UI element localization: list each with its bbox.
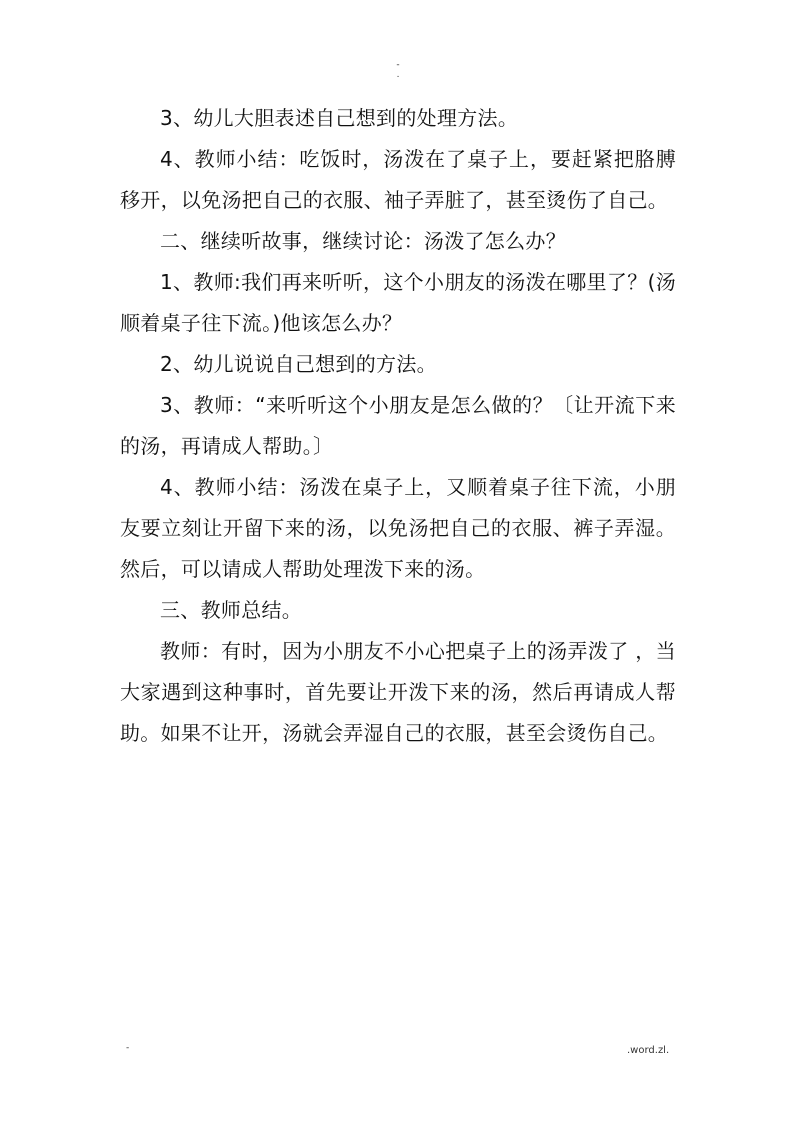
header-mark-text: - . [396,60,400,80]
document-body [120,98,676,754]
paragraph: 1、教师:我们再来听听，这个小朋友的汤泼在哪里了？(汤顺着桌子往下流。)他该怎么办？ [120,270,676,335]
paragraph: 3、幼儿大胆表述自己想到的处理方法。 [160,106,519,130]
footer-right-text: .word.zl. [627,1045,670,1056]
header-mark [390,60,406,80]
paragraph: 4、教师小结：汤泼在桌子上，又顺着桌子往下流，小朋友要立刻让开留下来的汤，以免汤把自己的衣服、裤子弄湿。然后，可以请成人帮助处理泼下来的汤。 [120,475,676,581]
paragraph: 3、教师：“来听听这个小朋友是怎么做的？〔让开流下来的汤，再请成人帮助。〕 [120,393,676,458]
footer-left-mark: - [126,1043,130,1053]
paragraph: 三、教师总结。 [160,598,303,622]
paragraph: 二、继续听故事，继续讨论：汤泼了怎么办？ [160,229,566,253]
paragraph: 4、教师小结：吃饭时，汤泼在了桌子上，要赶紧把胳膊移开，以免汤把自己的衣服、袖子弄脏了，甚至烫伤了自己。 [120,147,676,212]
paragraph: 2、幼儿说说自己想到的方法。 [160,352,437,376]
paragraph: 教师：有时，因为小朋友不小心把桌子上的汤弄泼了 ，当大家遇到这种事时，首先要让开泼下来的汤，然后再请成人帮助。如果不让开，汤就会弄湿自己的衣服，甚至会烫伤自己。 [120,639,676,745]
